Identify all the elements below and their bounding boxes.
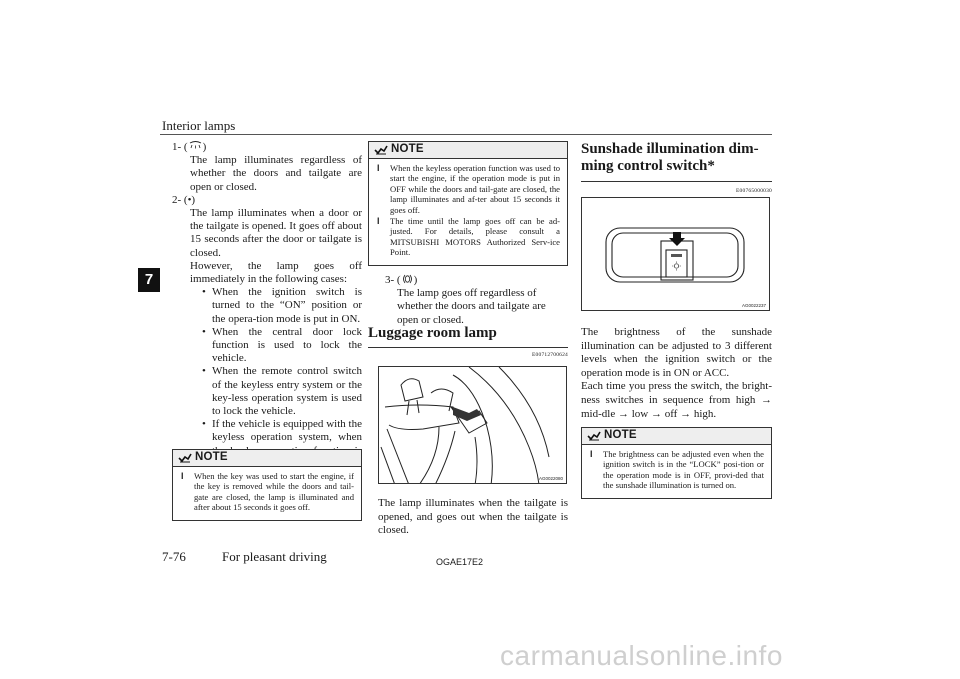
watermark: carmanualsonline.info	[500, 640, 783, 671]
luggage-title-rule	[368, 347, 568, 348]
note-item: l The time until the lamp goes off can be ad-justed. For details, please consult a MITSUBISHI MOTORS Authorized Serv-ice Point.	[377, 216, 560, 258]
footer-doc-code: OGAE17E2	[436, 557, 484, 567]
bullet-dot: •	[202, 286, 206, 299]
item-3-text: The lamp goes off regardless of whether the doors and tailgate are open or closed.	[397, 287, 546, 326]
footer-section-name: For pleasant driving	[222, 549, 327, 564]
note-body	[582, 445, 771, 498]
item-2	[172, 194, 362, 471]
note-box-1	[172, 449, 362, 521]
header-rule	[160, 134, 772, 135]
sunshade-code: E00765000030	[735, 188, 772, 194]
item-3	[385, 274, 568, 327]
note-body	[173, 467, 361, 520]
bullet-dot: •	[202, 365, 206, 378]
note-header	[369, 142, 567, 159]
chapter-tab: 7	[138, 268, 160, 292]
section-header: Interior lamps	[162, 118, 236, 133]
item-2-text: The lamp illuminates when a door or the tailgate is opened. It goes off about 15 seconds after the door or tailgate is closed.	[190, 207, 362, 259]
bullet-dot: •	[202, 418, 206, 431]
page-number: 7-76	[162, 549, 186, 564]
luggage-text: The lamp illuminates when the tailgate is opened, and goes out when the tailgate is closed.	[378, 497, 568, 537]
bullet-item: • If the vehicle is equipped with the keyless operation system, when	[202, 418, 362, 444]
item-2-however: However, the lamp goes off immediately in the following cases:	[190, 259, 362, 286]
note-label: NOTE	[391, 143, 424, 155]
luggage-section	[368, 325, 568, 358]
item-3-label: 3- ( )	[385, 274, 418, 286]
sunshade-section	[581, 141, 772, 194]
sunshade-switch-illustration	[581, 197, 770, 311]
note-check-icon	[587, 431, 601, 442]
item-2-label: 2- (•)	[172, 193, 196, 206]
sunshade-title-rule	[581, 181, 772, 182]
luggage-title: Luggage room lamp	[368, 325, 497, 341]
sunshade-para-2: Each time you press the switch, the bright-ness switches in sequence from high → mid-dle → low → off → high.	[581, 380, 772, 420]
bullet-item: • When the central door lock function is used to lock the vehicle.	[202, 325, 362, 365]
note-check-icon	[178, 453, 192, 464]
column-1	[172, 141, 362, 471]
note-header	[582, 428, 771, 445]
sunshade-title-line-1: Sunshade illumination dim-	[581, 141, 759, 157]
luggage-room-illustration	[378, 366, 567, 484]
lamp-on-icon	[189, 141, 202, 149]
luggage-room-drawing	[379, 367, 567, 484]
note-label: NOTE	[195, 451, 228, 463]
note-body	[369, 159, 567, 265]
item-1-label: 1- ( )	[172, 141, 207, 153]
note-box-2	[368, 141, 568, 266]
sunshade-text	[581, 326, 772, 421]
luggage-code: E00712700624	[531, 352, 568, 358]
sunshade-title-line-2: ming control switch*	[581, 158, 715, 174]
item-1	[172, 141, 362, 194]
luggage-image-code: AG0022080	[538, 476, 563, 481]
note-item: l When the keyless operation function was used to start the engine, if the operation mode is put in OFF while the doors and tail-gate are closed, the lamp illuminates and af-ter about 15 seconds it goes off.	[377, 163, 560, 215]
lamp-off-icon	[402, 274, 413, 284]
item-1-text: The lamp illuminates regardless of whether the doors and tailgate are open or closed.	[190, 154, 362, 193]
note-check-icon	[374, 145, 388, 156]
note-item: l When the key was used to start the engine, if the key is removed while the doors and tail-gate are closed, the lamp is illuminated and after about 15 seconds it goes off.	[181, 471, 354, 513]
sunshade-para-1: The brightness of the sunshade illumination can be adjusted to 3 different levels when the ignition switch or the operation mode is in ON or ACC.	[581, 326, 772, 379]
note-box-3	[581, 427, 772, 499]
note-item: l The brightness can be adjusted even when the ignition switch is in the “LOCK” posi-tion or the operation mode is in OFF, provi-ded that the sunshade illumination is turned on.	[590, 449, 764, 491]
sunshade-switch-drawing	[582, 198, 770, 311]
note-header	[173, 450, 361, 467]
note-label: NOTE	[604, 429, 637, 441]
sunshade-image-code: AG0022237	[741, 303, 766, 308]
bullet-item: • When the ignition switch is turned to the “ON” position or the opera-tion mode is put in ON.	[202, 286, 362, 325]
bullet-dot: •	[202, 325, 206, 338]
bullet-item: • When the remote control switch of the keyless entry system or the key-less operation system is used to lock the vehicle.	[202, 365, 362, 418]
